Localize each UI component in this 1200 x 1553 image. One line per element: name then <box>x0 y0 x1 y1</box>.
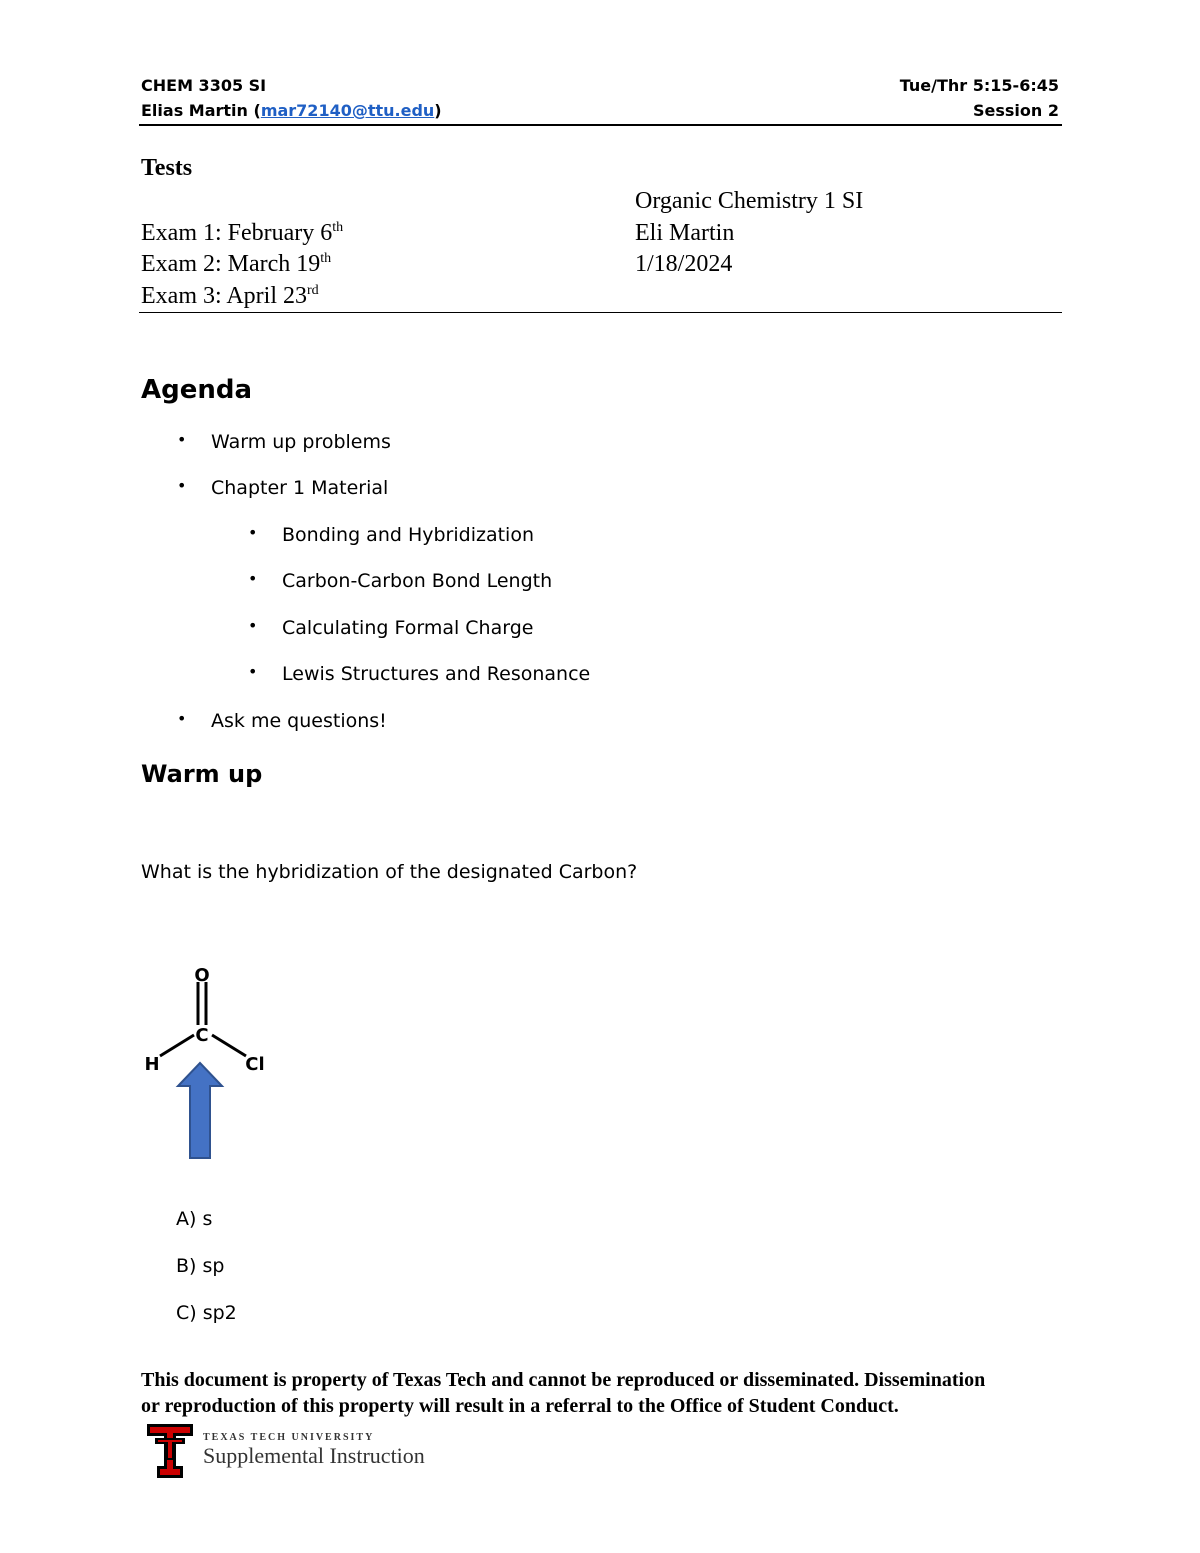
bullet: • <box>177 709 187 728</box>
agenda-subitem <box>248 662 591 685</box>
warmup-title: Warm up <box>141 760 263 788</box>
molecule-diagram <box>130 955 290 1170</box>
exam-3-label: Exam 3: April 23 <box>141 283 307 309</box>
agenda-item-label: Lewis Structures and Resonance <box>282 663 591 685</box>
agenda-item <box>177 476 389 499</box>
agenda-title: Agenda <box>141 375 253 405</box>
exam-2 <box>141 249 331 280</box>
exam-2-label: Exam 2: March 19 <box>141 251 321 277</box>
exam-3-suffix: rd <box>306 283 319 298</box>
bullet: • <box>248 662 258 681</box>
bond-c-cl <box>212 1035 246 1056</box>
exam-2-suffix: th <box>320 251 332 266</box>
exam-1 <box>141 218 343 249</box>
atom-chlorine: Cl <box>245 1054 265 1075</box>
logo-program-name: Supplemental Instruction <box>203 1443 425 1468</box>
agenda-subitem <box>248 523 535 546</box>
option-c: C) sp2 <box>176 1302 237 1324</box>
agenda-item-label: Chapter 1 Material <box>211 477 389 499</box>
info-leader: Eli Martin <box>635 220 735 246</box>
texas-tech-logo-icon <box>145 1422 195 1480</box>
warmup-question: What is the hybridization of the designated Carbon? <box>141 861 638 883</box>
bullet: • <box>248 523 258 542</box>
bullet: • <box>248 569 258 588</box>
agenda-item-label: Ask me questions! <box>211 710 387 732</box>
logo-university-name: TEXAS TECH UNIVERSITY <box>203 1432 375 1443</box>
session-label: Session 2 <box>973 101 1059 120</box>
tests-divider <box>139 312 1062 313</box>
legal-notice-line-2: or reproduction of this property will result in a referral to the Office of Student Conduct. <box>141 1395 899 1417</box>
header-divider <box>139 124 1062 126</box>
agenda-item-label: Carbon-Carbon Bond Length <box>282 570 553 592</box>
atom-hydrogen: H <box>144 1054 160 1075</box>
agenda-subitem <box>248 616 534 639</box>
tests-title: Tests <box>141 155 193 181</box>
agenda-item-label: Warm up problems <box>211 431 391 453</box>
option-b: B) sp <box>176 1255 225 1277</box>
bullet: • <box>177 430 187 449</box>
instructor-email-link[interactable]: mar72140@ttu.edu <box>260 101 435 120</box>
agenda-item-label: Bonding and Hybridization <box>282 524 535 546</box>
info-date: 1/18/2024 <box>635 251 733 277</box>
info-course-name: Organic Chemistry 1 SI <box>635 188 864 214</box>
course-code: CHEM 3305 SI <box>141 76 267 95</box>
option-a: A) s <box>176 1208 213 1230</box>
up-arrow-icon <box>178 1063 222 1158</box>
agenda-item-label: Calculating Formal Charge <box>282 617 534 639</box>
legal-notice <box>141 1367 1071 1419</box>
atom-oxygen: O <box>194 965 210 986</box>
schedule: Tue/Thr 5:15-6:45 <box>899 76 1059 95</box>
bullet: • <box>248 616 258 635</box>
bond-c-h <box>160 1035 194 1056</box>
legal-notice-line-1: This document is property of Texas Tech and cannot be reproduced or disseminated. Dissemination <box>141 1369 986 1391</box>
atom-carbon: C <box>195 1025 209 1046</box>
exam-1-label: Exam 1: February 6 <box>141 220 333 246</box>
agenda-subitem <box>248 569 553 592</box>
instructor-name: Elias Martin ( <box>141 101 261 120</box>
instructor-close: ) <box>434 101 442 120</box>
bullet: • <box>177 476 187 495</box>
instructor <box>141 101 442 120</box>
agenda-item <box>177 709 387 732</box>
agenda-item <box>177 430 391 453</box>
exam-1-suffix: th <box>332 220 344 235</box>
exam-3 <box>141 281 319 312</box>
